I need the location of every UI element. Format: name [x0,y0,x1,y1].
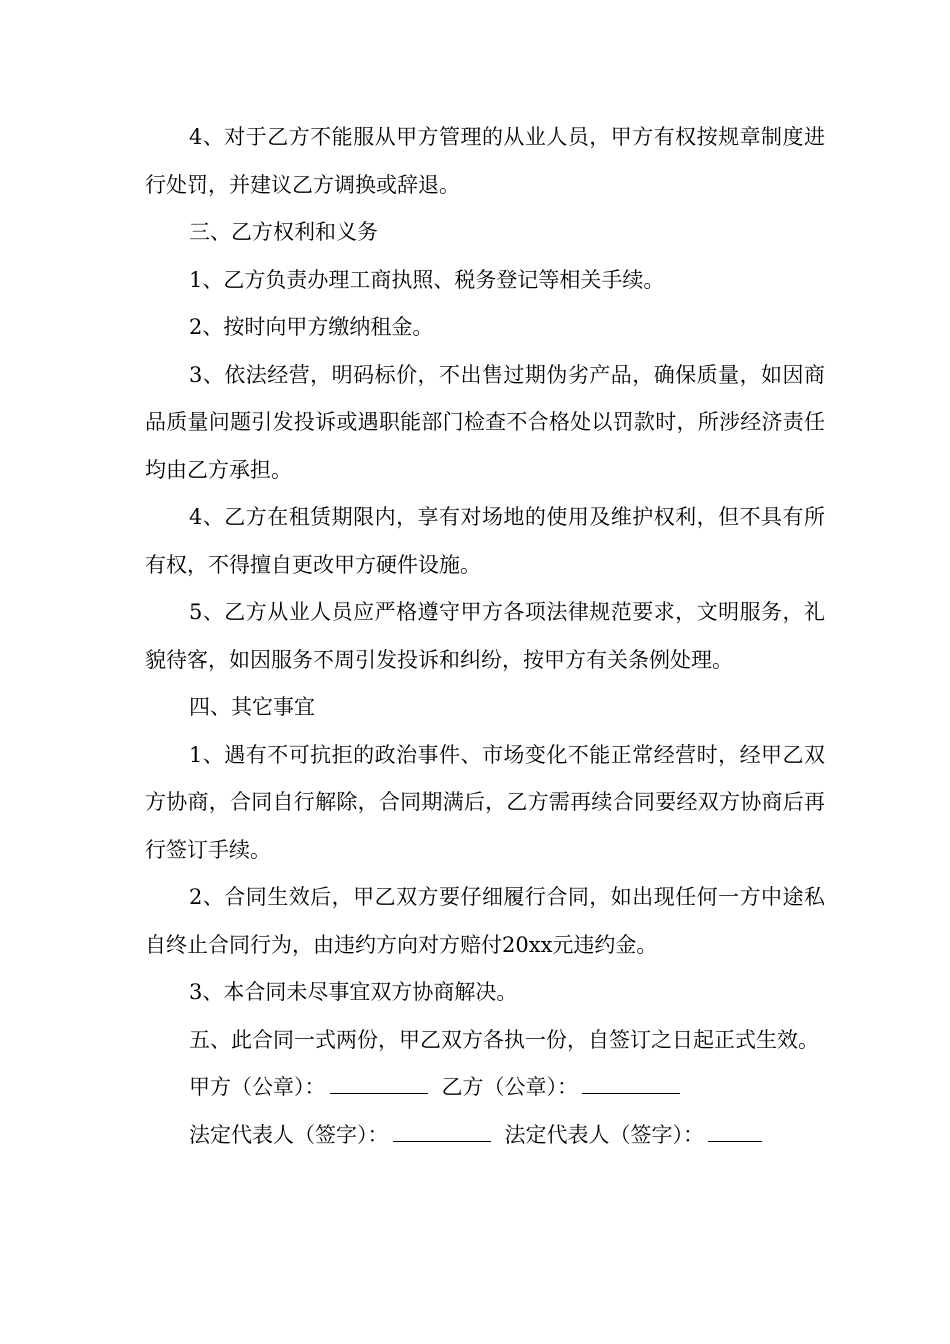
seal-signature-row [145,1064,825,1112]
clause-3-5: 5、乙方从业人员应严格遵守甲方各项法律规范要求，文明服务，礼貌待客，如因服务不周引发投诉和纠纷，按甲方有关条例处理。 [145,600,825,672]
clause-2-4: 4、对于乙方不能服从甲方管理的从业人员，甲方有权按规章制度进行处罚，并建议乙方调换或辞退。 [145,125,825,197]
party-b-rep-blank[interactable] [708,1123,762,1142]
clause-4-1: 1、遇有不可抗拒的政治事件、市场变化不能正常经营时，经甲乙双方协商，合同自行解除，合同期满后，乙方需再续合同要经双方协商后再行签订手续。 [145,742,825,862]
clause-3-3: 3、依法经营，明码标价，不出售过期伪劣产品，确保质量，如因商品质量问题引发投诉或遇职能部门检查不合格处以罚款时，所涉经济责任均由乙方承担。 [145,362,825,482]
clause-4-2: 2、合同生效后，甲乙双方要仔细履行合同，如出现任何一方中途私自终止合同行为，由违约方向对方赔付20xx元违约金。 [145,885,825,957]
clause-3-4: 4、乙方在租赁期限内，享有对场地的使用及维护权利，但不具有所有权，不得擅自更改甲方硬件设施。 [145,505,825,577]
section-5-clause: 五、此合同一式两份，甲乙双方各执一份，自签订之日起正式生效。 [189,1027,819,1052]
representative-signature-row [145,1112,825,1160]
party-b-rep-label: 法定代表人（签字）： [504,1122,704,1147]
clause-3-2: 2、按时向甲方缴纳租金。 [189,315,434,339]
section-4-heading: 四、其它事宜 [189,695,315,719]
party-b-seal-blank[interactable] [582,1075,680,1094]
party-a-seal-blank[interactable] [330,1075,428,1094]
section-3-heading: 三、乙方权利和义务 [189,220,378,244]
clause-4-3: 3、本合同未尽事宜双方协商解决。 [189,980,518,1004]
party-a-seal-label: 甲方（公章）： [189,1075,326,1099]
party-a-rep-label: 法定代表人（签字）： [189,1122,389,1147]
party-b-seal-label: 乙方（公章）： [441,1075,578,1099]
party-a-rep-blank[interactable] [393,1123,491,1142]
contract-page [145,114,825,1159]
clause-3-1: 1、乙方负责办理工商执照、税务登记等相关手续。 [189,267,665,292]
